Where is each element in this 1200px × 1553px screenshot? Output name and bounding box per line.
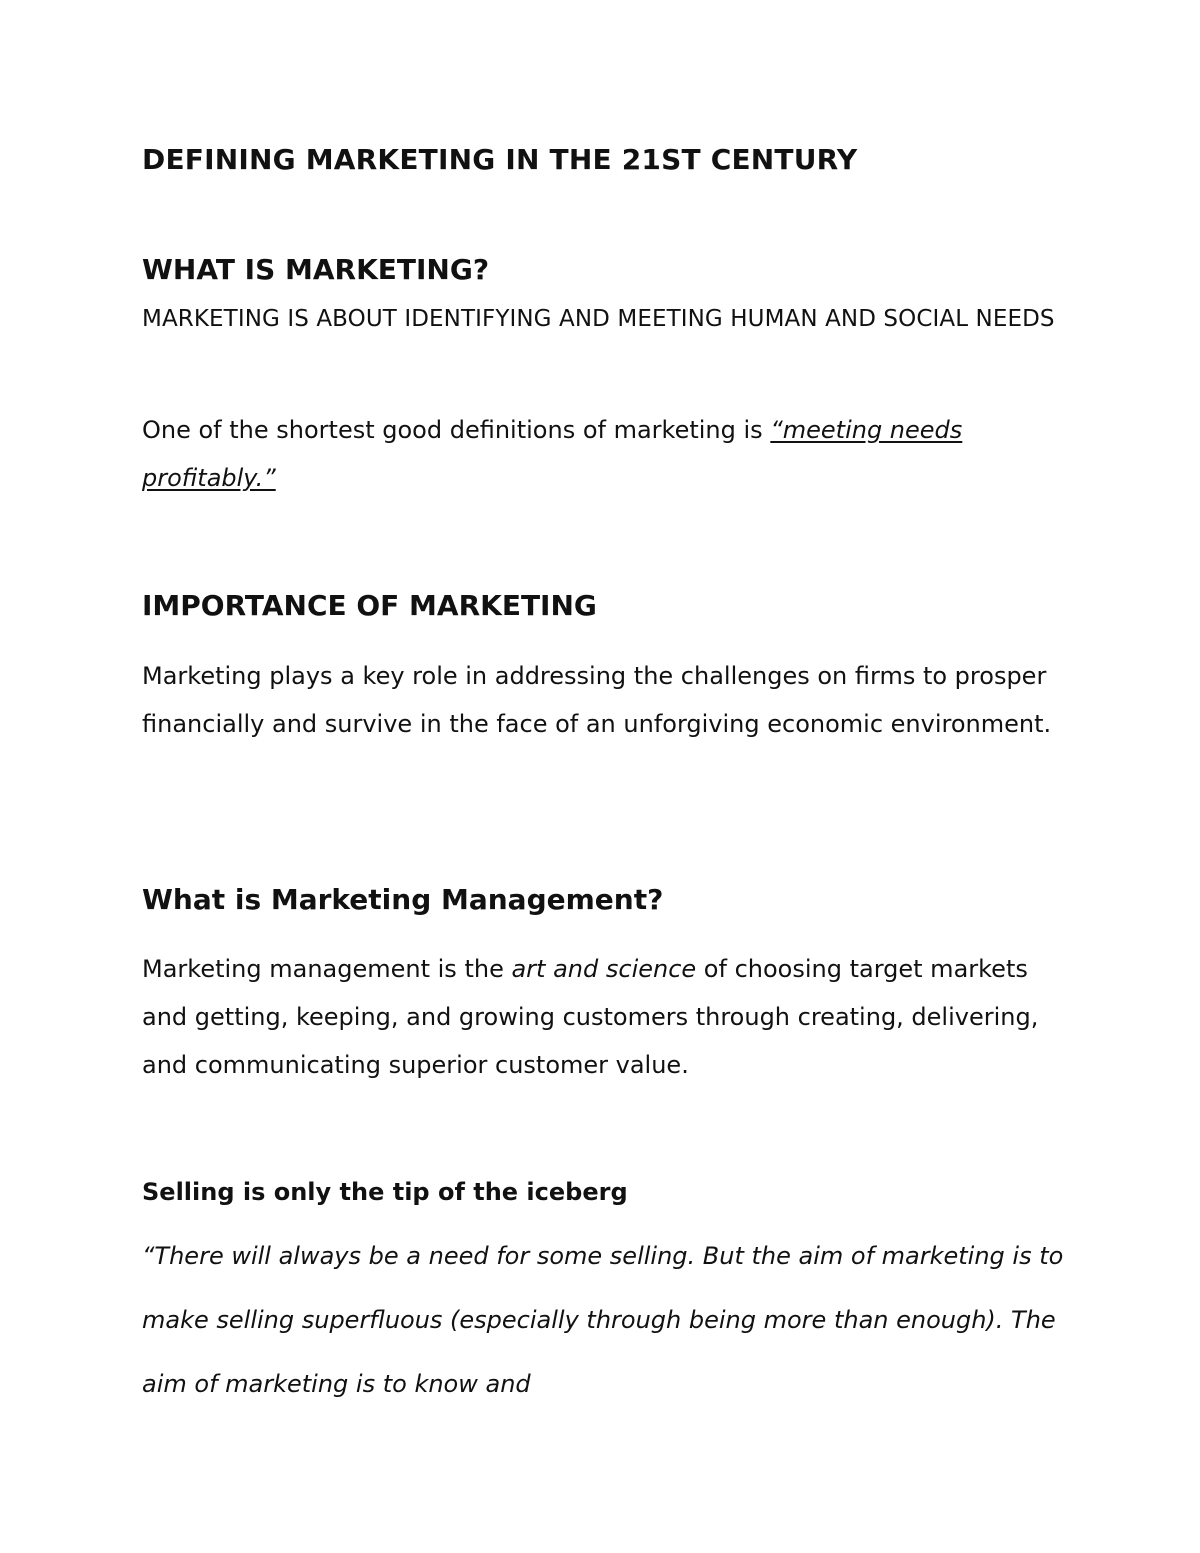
art-and-science-emphasis: art and science (511, 955, 697, 983)
management-text-end: of choosing target markets and getting, keeping, and growing customers through creating, delivering, and communicating superior customer value. (142, 955, 1039, 1079)
heading-what-is-marketing: WHAT IS MARKETING? (142, 253, 490, 286)
definition-quote: “meeting needs profitably.” (142, 416, 963, 492)
selling-quote-paragraph: “There will always be a need for some selling. But the aim of marketing is to make selling superfluous (especially through being more than enough). The aim of marketing is to know and (142, 1242, 1064, 1398)
management-text-start: Marketing management is the (142, 955, 512, 983)
heading-selling-tip-of-iceberg: Selling is only the tip of the iceberg (142, 1178, 628, 1206)
heading-marketing-management: What is Marketing Management? (142, 883, 664, 916)
heading-importance-of-marketing: IMPORTANCE OF MARKETING (142, 589, 597, 622)
marketing-needs-statement: MARKETING IS ABOUT IDENTIFYING AND MEETING HUMAN AND SOCIAL NEEDS (142, 306, 1055, 332)
document-title: DEFINING MARKETING IN THE 21ST CENTURY (142, 143, 858, 176)
shortest-definition-paragraph (142, 406, 1072, 502)
importance-paragraph: Marketing plays a key role in addressing the challenges on firms to prosper financially and survive in the face of an unforgiving economic environment. (142, 662, 1052, 738)
definition-text: One of the shortest good definitions of marketing is (142, 416, 771, 444)
marketing-management-paragraph (142, 945, 1072, 1089)
